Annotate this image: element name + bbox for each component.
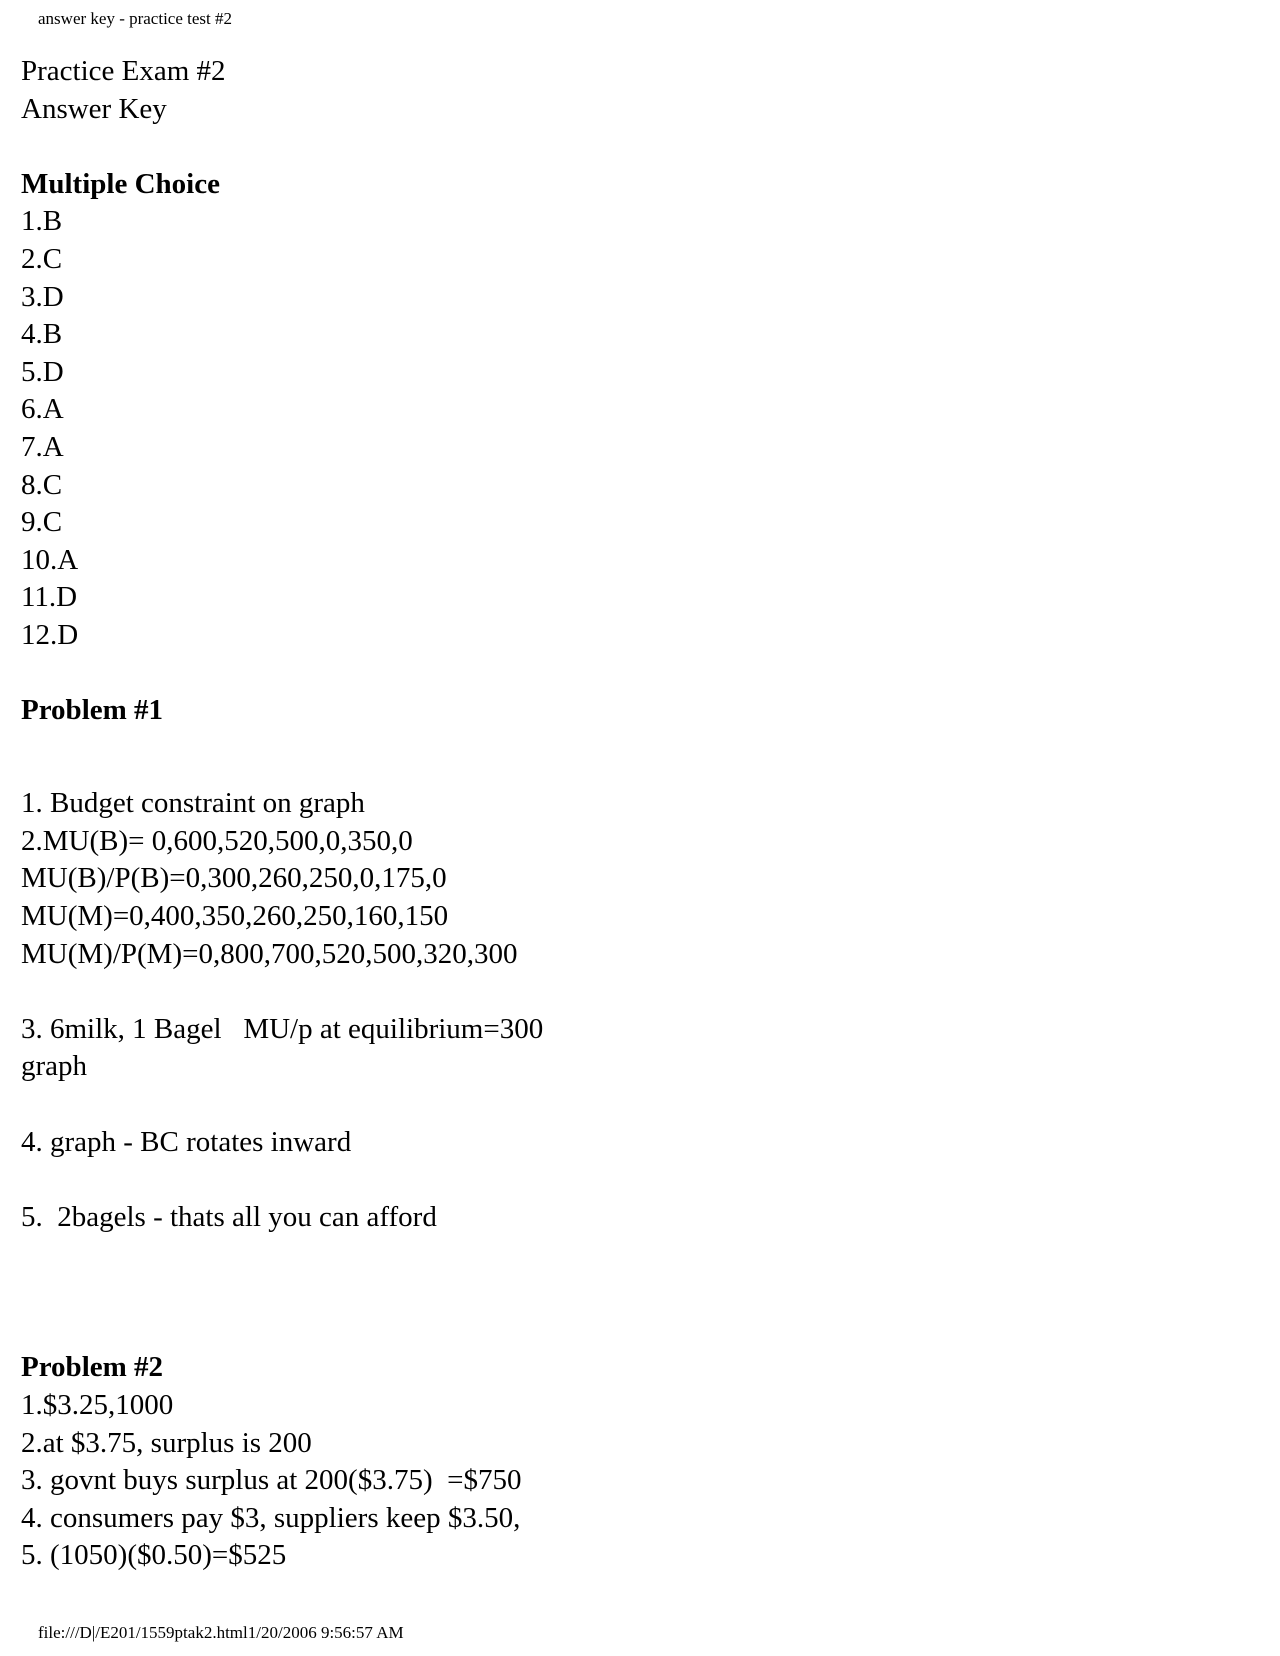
page-footer: file:///D|/E201/1559ptak2.html1/20/2006 9:56:57 AM xyxy=(38,1623,404,1642)
problem1-line: MU(M)/P(M)=0,800,700,520,500,320,300 xyxy=(21,937,518,970)
problem1-line: 2.MU(B)= 0,600,520,500,0,350,0 xyxy=(21,824,413,857)
list-item: 9.C xyxy=(21,506,63,539)
list-item: 5.D xyxy=(21,355,64,388)
multiple-choice-list xyxy=(21,203,543,654)
problem2-line: 3. govnt buys surplus at 200($3.75) =$750 xyxy=(21,1464,522,1497)
doc-subtitle: Answer Key xyxy=(21,92,167,125)
list-item: 11.D xyxy=(21,581,78,614)
problem1-line: MU(B)/P(B)=0,300,260,250,0,175,0 xyxy=(21,862,447,895)
list-item: 7.A xyxy=(21,430,64,463)
list-item: 8.C xyxy=(21,468,63,501)
problem1-heading: Problem #1 xyxy=(21,694,164,727)
spacer xyxy=(21,1161,543,1199)
list-item: 3.D xyxy=(21,280,64,313)
list-item: 4.B xyxy=(21,318,63,351)
list-item: 1.B xyxy=(21,205,63,238)
problem1-line: 5. 2bagels - thats all you can afford xyxy=(21,1200,437,1233)
list-item: 6.A xyxy=(21,393,64,426)
multiple-choice-heading: Multiple Choice xyxy=(21,167,220,200)
problem1-line: 1. Budget constraint on graph xyxy=(21,787,365,820)
problem2-line: 1.$3.25,1000 xyxy=(21,1389,174,1421)
spacer xyxy=(21,1086,543,1124)
document-body xyxy=(21,53,543,1575)
spacer xyxy=(21,1236,543,1349)
problem2-line: 4. consumers pay $3, suppliers keep $3.50, xyxy=(21,1501,521,1534)
problem2-line: 5. (1050)($0.50)=$525 xyxy=(21,1539,287,1572)
spacer xyxy=(21,128,543,166)
problem1-line: MU(M)=0,400,350,260,250,160,150 xyxy=(21,900,449,933)
problem2-heading: Problem #2 xyxy=(21,1351,164,1384)
page-header: answer key - practice test #2 xyxy=(38,9,232,28)
problem1-line: 3. 6milk, 1 Bagel MU/p at equilibrium=300 xyxy=(21,1012,544,1045)
problem1-line: graph xyxy=(21,1050,88,1083)
list-item: 10.A xyxy=(21,543,79,576)
spacer xyxy=(21,767,543,785)
problem1-line: 4. graph - BC rotates inward xyxy=(21,1125,352,1158)
doc-title: Practice Exam #2 xyxy=(21,55,226,87)
problem2-line: 2.at $3.75, surplus is 200 xyxy=(21,1426,312,1459)
spacer xyxy=(21,655,543,693)
list-item: 2.C xyxy=(21,242,63,275)
spacer xyxy=(21,973,543,1011)
spacer xyxy=(21,730,543,768)
list-item: 12.D xyxy=(21,618,79,651)
